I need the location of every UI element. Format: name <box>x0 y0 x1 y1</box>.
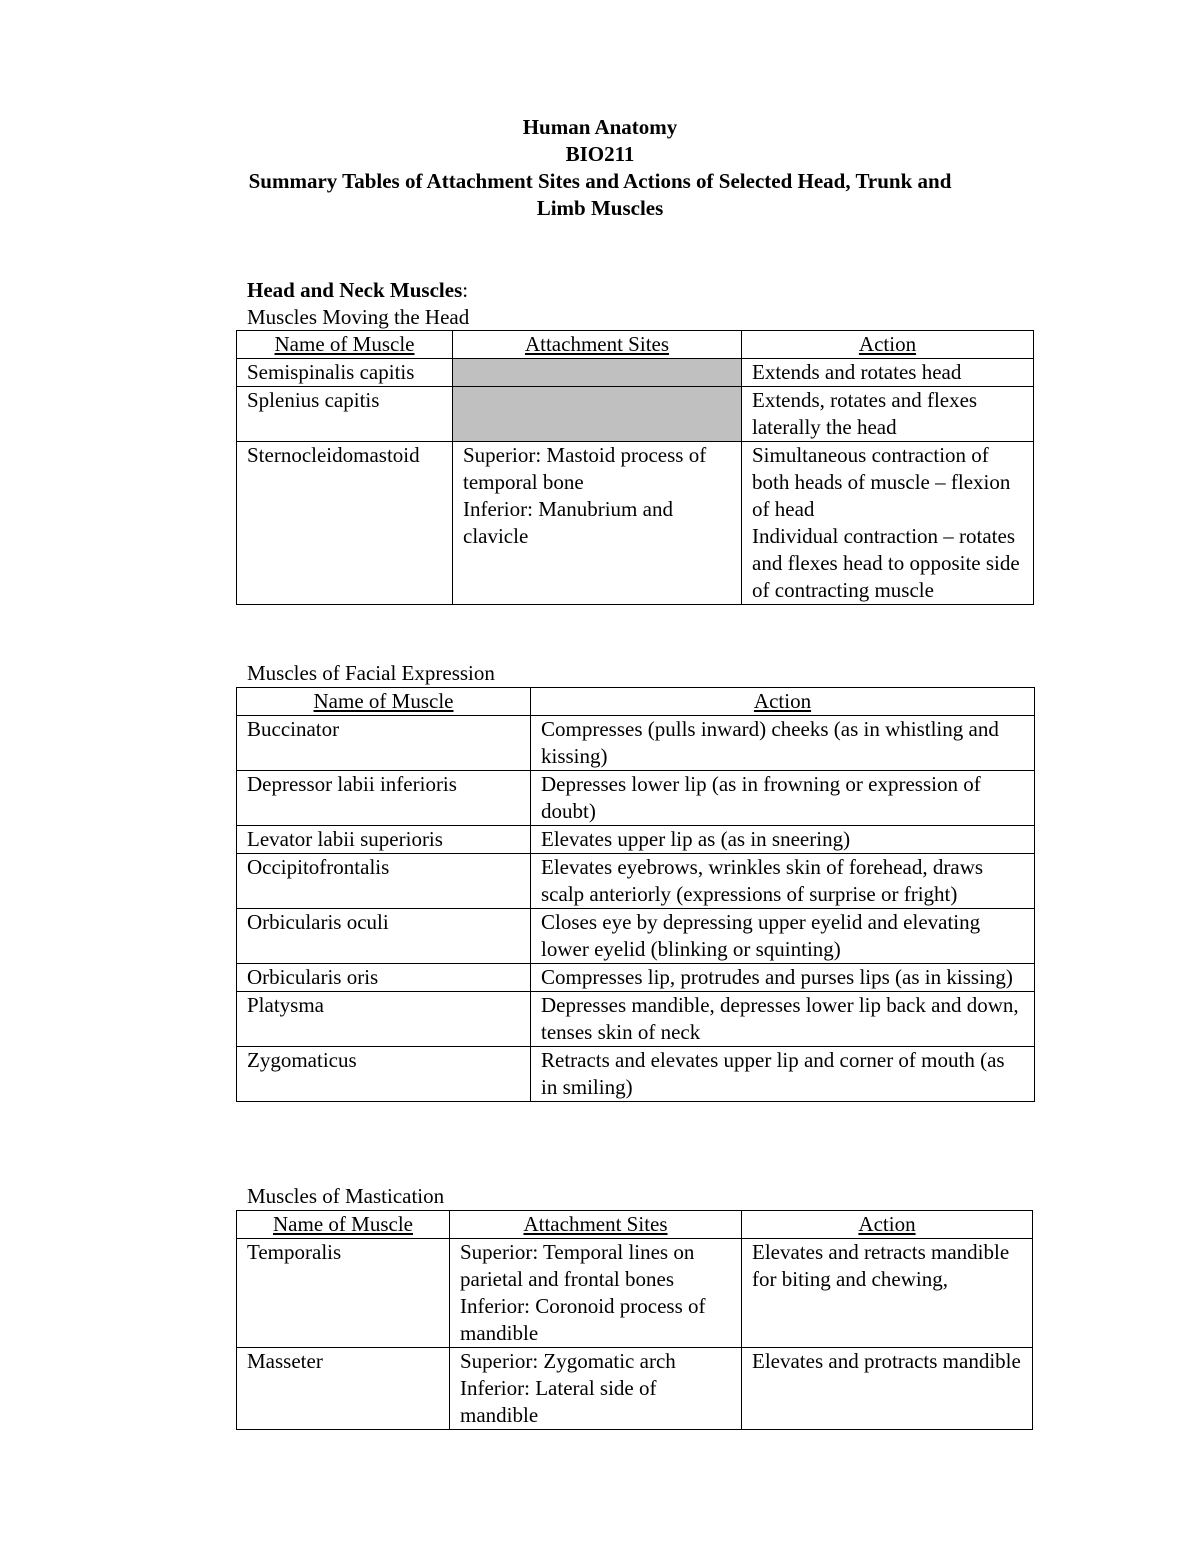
attachment-site-line: Inferior: Manubrium and clavicle <box>463 497 673 548</box>
muscle-name-cell: Temporalis <box>237 1239 450 1348</box>
action-line: Individual contraction – rotates and flexes head to opposite side of contracting muscle <box>752 524 1020 602</box>
attachment-sites-cell <box>450 1348 742 1430</box>
table-header-row <box>237 331 1034 359</box>
attachment-sites-cell-shaded <box>453 359 742 387</box>
table-row <box>237 442 1034 605</box>
muscle-name-cell: Buccinator <box>237 716 531 771</box>
muscle-name-cell: Orbicularis oculi <box>237 909 531 964</box>
section-heading <box>247 277 468 304</box>
document-title-continued: Limb Muscles <box>536 196 664 220</box>
table-row <box>237 854 1035 909</box>
column-header: Action <box>742 331 1034 359</box>
attachment-site-line: Inferior: Coronoid process of mandible <box>460 1294 706 1345</box>
table-title-muscles-moving-head: Muscles Moving the Head <box>247 305 470 329</box>
action-cell: Depresses mandible, depresses lower lip back and down, tenses skin of neck <box>531 992 1035 1047</box>
table-row <box>237 1239 1033 1348</box>
facial-expression-table <box>236 687 1035 1102</box>
action-cell: Compresses (pulls inward) cheeks (as in whistling and kissing) <box>531 716 1035 771</box>
action-cell: Extends and rotates head <box>742 359 1034 387</box>
muscle-name-cell: Sternocleidomastoid <box>237 442 453 605</box>
table-header-row <box>237 688 1035 716</box>
action-cell: Closes eye by depressing upper eyelid and elevating lower eyelid (blinking or squinting) <box>531 909 1035 964</box>
action-cell: Extends, rotates and flexes laterally the head <box>742 387 1034 442</box>
table-header-row <box>237 1211 1033 1239</box>
muscle-name-cell: Masseter <box>237 1348 450 1430</box>
table-row <box>237 387 1034 442</box>
table-title-mastication: Muscles of Mastication <box>247 1184 445 1208</box>
column-header: Name of Muscle <box>237 1211 450 1239</box>
column-header: Attachment Sites <box>453 331 742 359</box>
table-row <box>237 359 1034 387</box>
section-heading-suffix: : <box>462 278 469 302</box>
muscle-name-cell: Platysma <box>237 992 531 1047</box>
table-row <box>237 964 1035 992</box>
course-code: BIO211 <box>565 142 635 166</box>
column-header: Name of Muscle <box>237 688 531 716</box>
muscle-name-cell: Splenius capitis <box>237 387 453 442</box>
column-header: Action <box>742 1211 1033 1239</box>
attachment-sites-cell-shaded <box>453 387 742 442</box>
table-row <box>237 909 1035 964</box>
column-header: Action <box>531 688 1035 716</box>
action-cell <box>742 442 1034 605</box>
section-heading-text: Head and Neck Muscles <box>247 278 463 302</box>
attachment-site-line: Superior: Mastoid process of temporal bone <box>463 443 707 494</box>
action-cell: Retracts and elevates upper lip and corner of mouth (as in smiling) <box>531 1047 1035 1102</box>
action-cell: Compresses lip, protrudes and purses lips (as in kissing) <box>531 964 1035 992</box>
action-cell: Elevates upper lip as (as in sneering) <box>531 826 1035 854</box>
course-subject: Human Anatomy <box>522 115 678 139</box>
muscles-moving-head-table <box>236 330 1034 605</box>
document-header <box>0 114 1200 222</box>
attachment-site-line: Superior: Temporal lines on parietal and frontal bones <box>460 1240 695 1291</box>
action-cell: Elevates and retracts mandible for biting and chewing, <box>742 1239 1033 1348</box>
table-row <box>237 771 1035 826</box>
muscle-name-cell: Zygomaticus <box>237 1047 531 1102</box>
table-row <box>237 716 1035 771</box>
muscle-name-cell: Depressor labii inferioris <box>237 771 531 826</box>
mastication-table <box>236 1210 1033 1430</box>
column-header: Name of Muscle <box>237 331 453 359</box>
attachment-sites-cell <box>450 1239 742 1348</box>
action-cell: Elevates eyebrows, wrinkles skin of forehead, draws scalp anteriorly (expressions of surprise or fright) <box>531 854 1035 909</box>
attachment-sites-cell <box>453 442 742 605</box>
action-cell: Depresses lower lip (as in frowning or expression of doubt) <box>531 771 1035 826</box>
attachment-site-line: Superior: Zygomatic arch <box>460 1349 676 1373</box>
muscle-name-cell: Occipitofrontalis <box>237 854 531 909</box>
action-line: Simultaneous contraction of both heads of muscle – flexion of head <box>752 443 1011 521</box>
table-row <box>237 826 1035 854</box>
muscle-name-cell: Semispinalis capitis <box>237 359 453 387</box>
action-cell: Elevates and protracts mandible <box>742 1348 1033 1430</box>
table-row <box>237 1047 1035 1102</box>
table-row <box>237 992 1035 1047</box>
muscle-name-cell: Levator labii superioris <box>237 826 531 854</box>
muscle-name-cell: Orbicularis oris <box>237 964 531 992</box>
table-title-facial-expression: Muscles of Facial Expression <box>247 661 495 685</box>
table-row <box>237 1348 1033 1430</box>
attachment-site-line: Inferior: Lateral side of mandible <box>460 1376 657 1427</box>
column-header: Attachment Sites <box>450 1211 742 1239</box>
document-title: Summary Tables of Attachment Sites and Actions of Selected Head, Trunk and <box>248 169 952 193</box>
